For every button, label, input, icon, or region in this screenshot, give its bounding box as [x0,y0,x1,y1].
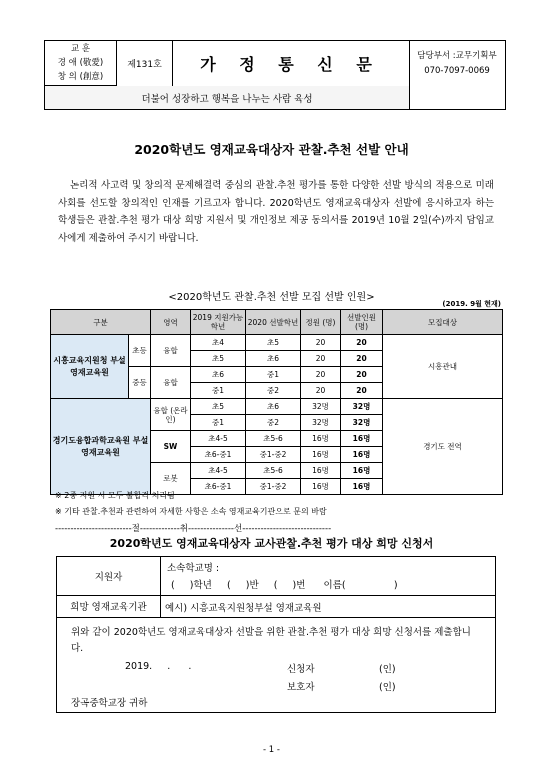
applicant-sign-label: 신청자 [287,664,315,675]
newsletter-title: 가 정 통 신 문 [172,41,410,87]
applicant-seal[interactable]: (인) [379,664,396,675]
org-name: 경기도융합과학교육원 부설 영재교육원 [51,399,151,495]
newsletter-header [44,40,506,110]
as-of-date: (2019. 9월 현재) [442,300,501,308]
issue-number: 제131호 [117,41,173,87]
school-slogan: 더불어 성장하고 행복을 나누는 사람 육성 [45,86,410,109]
target-region: 경기도 전역 [383,399,503,495]
phone-number: 070-7097-0069 [424,66,490,76]
table-row: 중등 융합 초6 중1 20 20 [51,367,503,383]
application-date[interactable]: 2019. . . [125,661,192,672]
institution-label: 희망 영재교육기관 [57,595,161,617]
institution-field[interactable]: 예시) 시흥교육지원청부설 영재교육원 [165,603,322,614]
application-form [56,556,496,713]
student-info-field[interactable]: ( )학년 ( )반 ( )번 이름( ) [171,580,398,591]
department: 담당부서 :교무기획부 [417,51,497,61]
cut-line: -------------------------절-------------취---------------선----------------------------- [55,524,332,534]
table-row: 경기도융합과학교육원 부설 영재교육원 융합 (온라인) 초5 초6 32명 32명 경기도 전역 [51,399,503,415]
table-row: 초5 초6 20 20 [51,351,503,367]
guardian-seal[interactable]: (인) [379,682,396,693]
table-row: SW 초4-5 초5-6 16명 16명 [51,431,503,447]
org-name: 시흥교육지원청 부설영재교육원 [51,335,129,399]
table-row: 초6-중1 중1-중2 16명 16명 [51,447,503,463]
applicant-label: 지원자 [57,557,161,595]
quota-table [50,309,503,495]
table-row: 중1 중2 32명 32명 [51,415,503,431]
target-region: 시흥관내 [383,335,503,399]
table-row: 시흥교육지원청 부설영재교육원 초등 융합 초4 초5 20 20 시흥관내 [51,335,503,351]
guardian-sign-label: 보호자 [287,682,315,693]
table-row: 초6-중1 중1-중2 16명 16명 [51,479,503,495]
table-caption: <2020학년도 관찰.추천 선발 모집 선발 인원> [168,292,375,303]
addressee: 장곡중학교장 귀하 [71,698,148,709]
notice-body: 논리적 사고력 및 창의적 문제해결력 중심의 관찰.추천 평가를 통한 다양한 선발 방식의 적용으로 미래사회를 선도할 창의적인 인재를 기르고자 합니다. 2020학년도 영재교육대상자 선발에 응시하고자 하는 학생들은 관찰.추천 평가 대상 희망 지원서 및 개인정보 제공 동의서를 2019년 10월 2일(수)까지 담임교사에게 제출하여 주시기 바랍니다. [58,180,494,244]
institution-row [57,595,495,618]
note-dual-application: ※ 2중 지원 시 모두 불합격 처리됨 [55,491,175,500]
school-motto: 교 훈 경 애 (敬愛) 창 의 (創意) [45,41,117,86]
application-title: 2020학년도 영재교육대상자 교사관찰.추천 평가 대상 희망 신청서 [109,537,434,550]
table-header-row: 구분 영역 2019 지원가능학년 2020 선발학년 정원 (명) 선발인원 (명) 모집대상 [51,310,503,335]
table-row: 중1 중2 20 20 [51,383,503,399]
note-inquiry: ※ 기타 관찰.추천과 관련하여 자세한 사항은 소속 영재교육기관으로 문의 바람 [55,507,327,516]
page-number: - 1 - [263,745,280,755]
applicant-row [57,557,495,596]
school-name-field[interactable]: 소속학교명 : [167,563,220,574]
contact-info [409,41,505,109]
application-statement: 위와 같이 2020학년도 영재교육대상자 선발을 위한 관찰.추천 평가 대상 희망 신청서를 제출합니다. [71,627,471,654]
notice-title: 2020학년도 영재교육대상자 관찰.추천 선발 안내 [134,142,409,157]
table-row: 로봇 초4-5 초5-6 16명 16명 [51,463,503,479]
